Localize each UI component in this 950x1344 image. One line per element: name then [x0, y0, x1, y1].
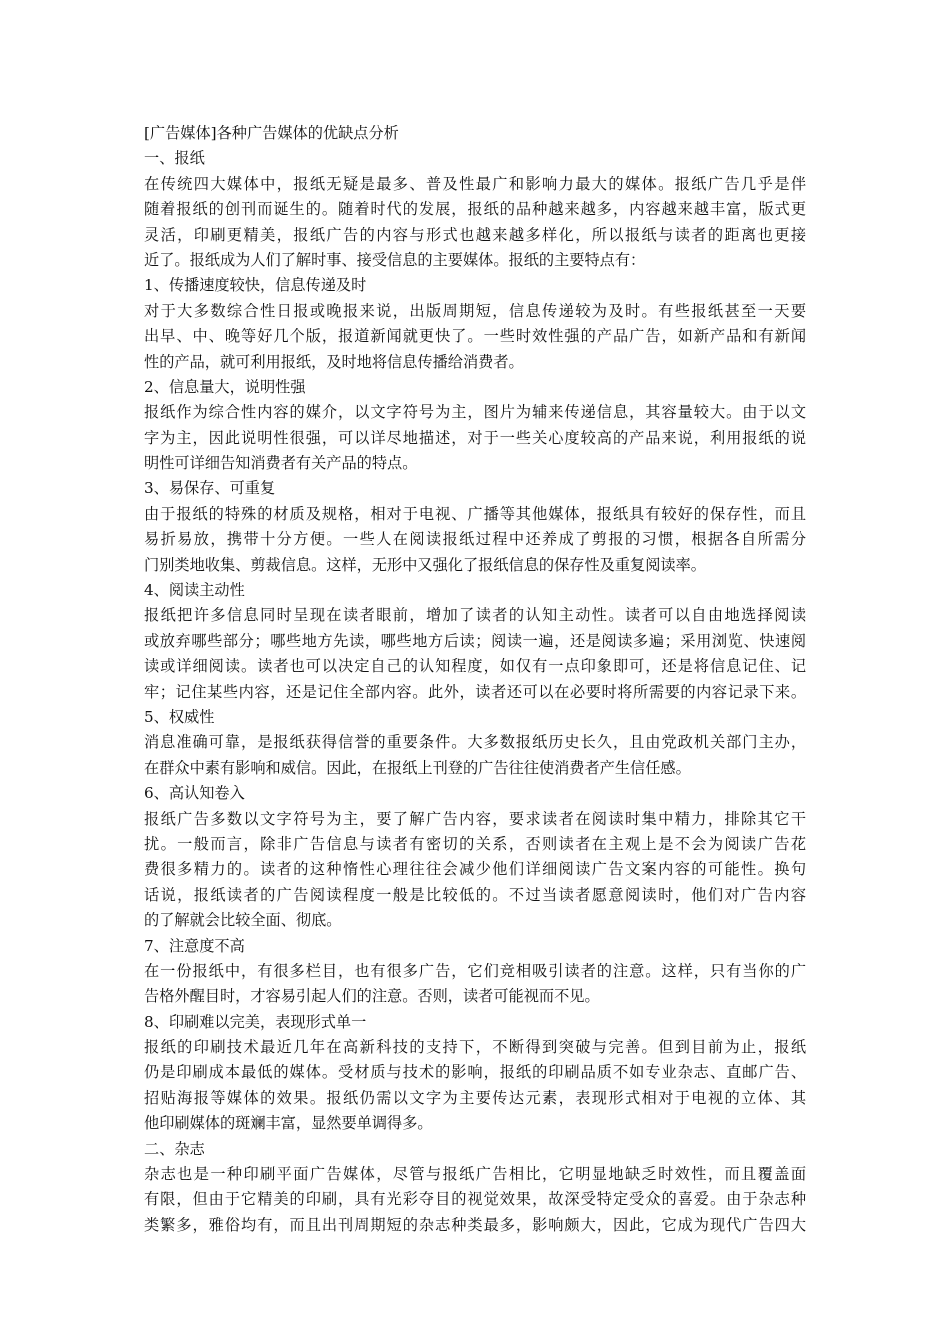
text-line: 在群众中素有影响和威信。因此，在报纸上刊登的广告往往使消费者产生信任感。 — [144, 758, 691, 777]
text-line: 的了解就会比较全面、彻底。 — [144, 911, 342, 930]
text-line: 出早、中、晚等好几个版，报道新闻就更快了。一些时效性强的产品广告，如新产品和有新闻 — [144, 327, 806, 346]
text-line: 费很多精力的。读者的这种惰性心理往往会减少他们详细阅读广告文案内容的可能性。换句 — [144, 860, 806, 879]
text-line: 8、印刷难以完美，表现形式单一 — [144, 1012, 367, 1031]
text-line: 3、易保存、可重复 — [144, 479, 276, 498]
text-line: 随着报纸的创刊而诞生的。随着时代的发展，报纸的品种越来越多，内容越来越丰富，版式更 — [144, 200, 806, 219]
text-line: 灵活，印刷更精美，报纸广告的内容与形式也越来越多样化，所以报纸与读者的距离也更接 — [144, 225, 806, 244]
text-line: 1、传播速度较快，信息传递及时 — [144, 276, 367, 295]
text-line: 扰。一般而言，除非广告信息与读者有密切的关系，否则读者在主观上是不会为阅读广告花 — [144, 834, 806, 853]
text-line: 报纸广告多数以文字符号为主，要了解广告内容，要求读者在阅读时集中精力，排除其它干 — [144, 809, 806, 828]
document-body — [144, 121, 806, 1238]
text-line: 门别类地收集、剪裁信息。这样，无形中又强化了报纸信息的保存性及重复阅读率。 — [144, 555, 706, 574]
text-line: 类繁多，雅俗均有，而且出刊周期短的杂志种类最多，影响颇大，因此，它成为现代广告四大 — [144, 1215, 806, 1234]
text-line: 一、报纸 — [144, 149, 205, 168]
text-line: 对于大多数综合性日报或晚报来说，出版周期短，信息传递较为及时。有些报纸甚至一天要 — [144, 301, 806, 320]
text-line: 杂志也是一种印刷平面广告媒体，尽管与报纸广告相比，它明显地缺乏时效性，而且覆盖面 — [144, 1165, 806, 1184]
text-line: 二、杂志 — [144, 1139, 205, 1158]
document-text — [144, 146, 806, 1238]
text-line: 招贴海报等媒体的效果。报纸仍需以文字为主要传达元素，表现形式相对于电视的立体、其 — [144, 1088, 806, 1107]
text-line: 话说，报纸读者的广告阅读程度一般是比较低的。不过当读者愿意阅读时，他们对广告内容 — [144, 885, 806, 904]
text-line: 明性可详细告知消费者有关产品的特点。 — [144, 454, 418, 473]
text-line: 有限，但由于它精美的印刷，具有光彩夺目的视觉效果，故深受特定受众的喜爱。由于杂志种 — [144, 1190, 806, 1209]
text-line: 读或详细阅读。读者也可以决定自己的认知程度，如仅有一点印象即可，还是将信息记住、记 — [144, 657, 806, 676]
text-line: 易折易放，携带十分方便。一些人在阅读报纸过程中还养成了剪报的习惯，根据各自所需分 — [144, 530, 806, 549]
text-line: 报纸把许多信息同时呈现在读者眼前，增加了读者的认知主动性。读者可以自由地选择阅读 — [144, 606, 806, 625]
text-line: 5、权威性 — [144, 707, 215, 726]
text-line: 2、信息量大，说明性强 — [144, 377, 306, 396]
text-line: 在一份报纸中，有很多栏目，也有很多广告，它们竞相吸引读者的注意。这样，只有当你的广 — [144, 961, 806, 980]
text-line: 在传统四大媒体中，报纸无疑是最多、普及性最广和影响力最大的媒体。报纸广告几乎是伴 — [144, 174, 806, 193]
text-line: 性的产品，就可利用报纸，及时地将信息传播给消费者。 — [144, 352, 524, 371]
text-line: 6、高认知卷入 — [144, 784, 245, 803]
text-line: 告格外醒目时，才容易引起人们的注意。否则，读者可能视而不见。 — [144, 987, 600, 1006]
text-line: 字为主，因此说明性很强，可以详尽地描述，对于一些关心度较高的产品来说，利用报纸的说 — [144, 428, 806, 447]
text-line: 7、注意度不高 — [144, 936, 245, 955]
text-line: 牢；记住某些内容，还是记住全部内容。此外，读者还可以在必要时将所需要的内容记录下来。 — [144, 682, 806, 701]
text-line: 仍是印刷成本最低的媒体。受材质与技术的影响，报纸的印刷品质不如专业杂志、直邮广告、 — [144, 1063, 806, 1082]
text-line: 消息准确可靠，是报纸获得信誉的重要条件。大多数报纸历史长久，且由党政机关部门主办， — [144, 733, 806, 752]
text-line: 他印刷媒体的斑斓丰富，显然要单调得多。 — [144, 1114, 433, 1133]
text-line: 或放弃哪些部分；哪些地方先读，哪些地方后读；阅读一遍，还是阅读多遍；采用浏览、快速阅 — [144, 631, 806, 650]
text-line: 由于报纸的特殊的材质及规格，相对于电视、广播等其他媒体，报纸具有较好的保存性，而且 — [144, 504, 806, 523]
text-line: 4、阅读主动性 — [144, 581, 245, 600]
text-line: 报纸作为综合性内容的媒介，以文字符号为主，图片为辅来传递信息，其容量较大。由于以文 — [144, 403, 806, 422]
text-line: 近了。报纸成为人们了解时事、接受信息的主要媒体。报纸的主要特点有： — [144, 250, 646, 269]
document-title: [广告媒体]各种广告媒体的优缺点分析 — [144, 124, 399, 142]
text-line: 报纸的印刷技术最近几年在高新科技的支持下，不断得到突破与完善。但到目前为止，报纸 — [144, 1038, 806, 1057]
